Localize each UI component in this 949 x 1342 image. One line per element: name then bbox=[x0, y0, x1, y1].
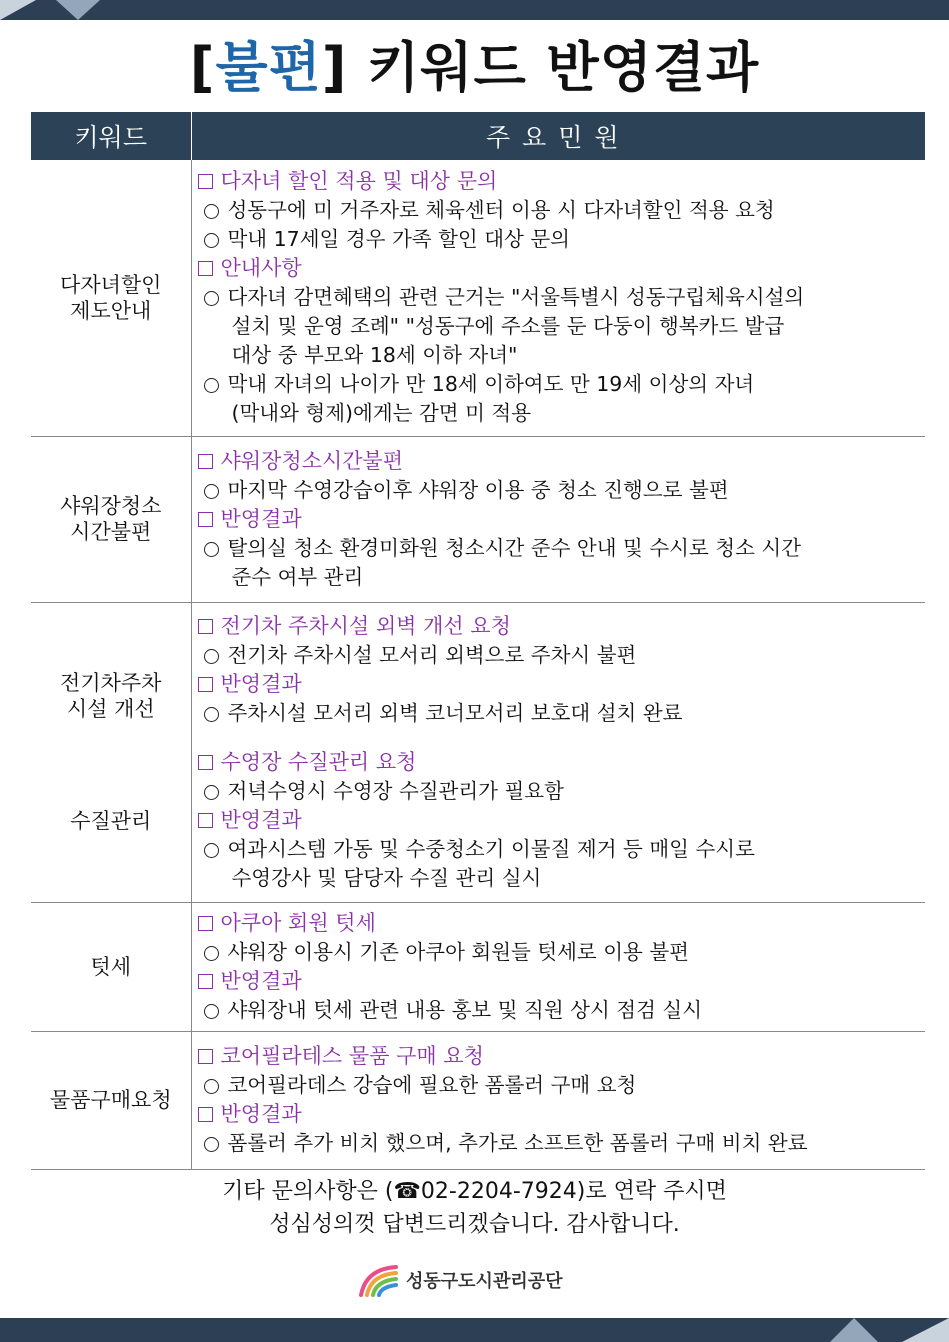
section-heading bbox=[198, 1100, 926, 1129]
circle-bullet-icon bbox=[204, 649, 219, 664]
list-item bbox=[198, 938, 926, 967]
section-heading-text: 반영결과 bbox=[220, 506, 302, 531]
list-item-line: 주차시설 모서리 외벽 코너모서리 보호대 설치 완료 bbox=[227, 700, 683, 725]
circle-bullet-icon bbox=[204, 291, 219, 306]
list-item bbox=[198, 476, 926, 505]
keyword-cell bbox=[31, 602, 191, 902]
keyword-label-line: 시간불편 bbox=[70, 520, 152, 544]
list-item-text bbox=[228, 225, 570, 254]
checkbox-square-icon bbox=[198, 974, 213, 989]
keyword-cell bbox=[31, 160, 191, 436]
circle-bullet-icon bbox=[204, 946, 219, 961]
list-item-line: 수영강사 및 담당자 수질 관리 실시 bbox=[231, 865, 542, 890]
list-item-line: 샤워장내 텃세 관련 내용 홍보 및 직원 상시 점검 실시 bbox=[227, 997, 703, 1022]
checkbox-square-icon bbox=[198, 677, 213, 692]
section-heading bbox=[198, 254, 926, 283]
section-heading bbox=[198, 806, 926, 835]
section-heading-text: 안내사항 bbox=[220, 256, 302, 281]
keyword-label-line: 제도안내 bbox=[70, 298, 152, 323]
bottom-decor-triangle bbox=[830, 1318, 878, 1342]
table-row bbox=[31, 602, 925, 902]
section-heading-text: 코어필라테스 물품 구매 요청 bbox=[220, 1044, 484, 1068]
list-item-line: 막내 자녀의 나이가 만 18세 이하여도 만 19세 이상의 자녀 bbox=[227, 372, 755, 397]
list-item-line: 성동구에 미 거주자로 체육센터 이용 시 다자녀할인 적용 요청 bbox=[227, 198, 775, 223]
section-heading-text: 샤워장청소시간불편 bbox=[220, 448, 404, 473]
keyword-label bbox=[31, 670, 191, 722]
keyword-label bbox=[31, 1087, 191, 1113]
section-heading-text: 반영결과 bbox=[220, 1102, 302, 1126]
table-body bbox=[31, 160, 925, 1169]
section-heading bbox=[198, 505, 926, 534]
table-row bbox=[31, 160, 925, 436]
list-item-line: 전기차 주차시설 모서리 외벽으로 주차시 불편 bbox=[227, 642, 637, 667]
keyword-label bbox=[31, 808, 191, 834]
list-item-line: 다자녀 감면혜택의 관련 근거는 "서울특별시 성동구립체육시설의 bbox=[227, 285, 805, 310]
title-text: 키워드 반영결과 bbox=[347, 36, 760, 99]
complaint-cell bbox=[191, 602, 925, 902]
keyword-label-line: 수질관리 bbox=[70, 809, 152, 833]
page-title bbox=[0, 32, 949, 104]
contact-footer bbox=[0, 1175, 949, 1241]
list-item-text bbox=[228, 370, 755, 428]
checkbox-square-icon bbox=[198, 1049, 213, 1064]
circle-bullet-icon bbox=[204, 1079, 219, 1094]
list-item bbox=[198, 283, 926, 370]
keyword-label-line: 샤워장청소 bbox=[60, 494, 162, 518]
block-spacer bbox=[198, 728, 926, 748]
section-heading-text: 반영결과 bbox=[220, 671, 302, 696]
circle-bullet-icon bbox=[204, 843, 219, 858]
section-heading-text: 수영장 수질관리 요청 bbox=[220, 749, 417, 774]
list-item-line: 탈의실 청소 환경미화원 청소시간 준수 안내 및 수시로 청소 시간 bbox=[227, 535, 802, 560]
checkbox-square-icon bbox=[198, 174, 213, 189]
list-item-line: 샤워장 이용시 기존 아쿠아 회원들 텃세로 이용 불편 bbox=[227, 939, 689, 964]
circle-bullet-icon bbox=[204, 1137, 219, 1152]
circle-bullet-icon bbox=[204, 233, 219, 248]
list-item bbox=[198, 1129, 926, 1158]
keyword-label-line: 다자녀할인 bbox=[60, 272, 162, 297]
rainbow-logo-icon bbox=[358, 1263, 400, 1297]
list-item-line: 저녁수영시 수영장 수질관리가 필요함 bbox=[227, 778, 564, 803]
list-item-text bbox=[228, 996, 703, 1025]
title-highlight: 불편 bbox=[215, 36, 322, 99]
keyword-label bbox=[31, 954, 191, 980]
org-logo bbox=[358, 1262, 563, 1298]
list-item-line: 마지막 수영강습이후 샤워장 이용 중 청소 진행으로 불편 bbox=[227, 477, 729, 502]
keyword-label bbox=[31, 493, 191, 545]
section-heading-text: 아쿠아 회원 텃세 bbox=[220, 910, 376, 935]
top-decor-band bbox=[0, 0, 949, 20]
section-heading-text: 다자녀 할인 적용 및 대상 문의 bbox=[220, 169, 498, 194]
footer-line: 기타 문의사항은 (☎02-2204-7924)로 연락 주시면 bbox=[222, 1179, 727, 1204]
top-decor-triangle bbox=[56, 0, 100, 20]
list-item-line: (막내와 형제)에게는 감면 미 적용 bbox=[231, 401, 531, 426]
list-item bbox=[198, 1071, 926, 1100]
list-item-text bbox=[228, 534, 802, 592]
list-item-text bbox=[228, 777, 564, 806]
checkbox-square-icon bbox=[198, 1107, 213, 1122]
checkbox-square-icon bbox=[198, 512, 213, 527]
list-item-text bbox=[228, 1129, 808, 1158]
list-item-text bbox=[228, 476, 729, 505]
list-item-text bbox=[228, 699, 683, 728]
circle-bullet-icon bbox=[204, 378, 219, 393]
list-item-line: 여과시스템 가동 및 수중청소기 이물질 제거 등 매일 수시로 bbox=[227, 836, 755, 861]
footer-line: 성심성의껏 답변드리겠습니다. 감사합니다. bbox=[269, 1212, 680, 1237]
list-item bbox=[198, 534, 926, 592]
checkbox-square-icon bbox=[198, 619, 213, 634]
complaint-cell bbox=[191, 1031, 925, 1169]
complaint-cell bbox=[191, 436, 925, 602]
list-item-text bbox=[228, 835, 755, 893]
list-item bbox=[198, 225, 926, 254]
keyword-cell bbox=[31, 1031, 191, 1169]
checkbox-square-icon bbox=[198, 916, 213, 931]
list-item-text bbox=[228, 1071, 637, 1100]
list-item-text bbox=[228, 283, 805, 370]
list-item bbox=[198, 196, 926, 225]
list-item bbox=[198, 777, 926, 806]
list-item-line: 설치 및 운영 조례" "성동구에 주소를 둔 다둥이 행복카드 발급 bbox=[231, 314, 785, 339]
checkbox-square-icon bbox=[198, 454, 213, 469]
list-item-line: 코어필라데스 강습에 필요한 폼롤러 구매 요청 bbox=[227, 1073, 637, 1097]
bottom-decor-band bbox=[0, 1318, 949, 1342]
list-item-line: 폼롤러 추가 비치 했으며, 추가로 소프트한 폼롤러 구매 비치 완료 bbox=[227, 1131, 808, 1155]
section-heading bbox=[198, 967, 926, 996]
circle-bullet-icon bbox=[204, 785, 219, 800]
list-item-line: 막내 17세일 경우 가족 할인 대상 문의 bbox=[227, 227, 570, 252]
title-bracket: ] bbox=[321, 36, 348, 99]
checkbox-square-icon bbox=[198, 261, 213, 276]
keyword-cell bbox=[31, 436, 191, 602]
checkbox-square-icon bbox=[198, 813, 213, 828]
circle-bullet-icon bbox=[204, 204, 219, 219]
section-heading bbox=[198, 447, 926, 476]
complaint-cell bbox=[191, 902, 925, 1031]
header-main-complaints: 주요민원 bbox=[191, 112, 925, 160]
title-bracket: [ bbox=[189, 36, 216, 99]
complaint-cell bbox=[191, 160, 925, 436]
list-item bbox=[198, 370, 926, 428]
list-item-line: 준수 여부 관리 bbox=[231, 564, 364, 589]
section-heading bbox=[198, 612, 926, 641]
list-item-text bbox=[228, 938, 689, 967]
list-item-text bbox=[228, 641, 637, 670]
circle-bullet-icon bbox=[204, 707, 219, 722]
keyword-label-line: 전기차주차 bbox=[60, 671, 162, 695]
circle-bullet-icon bbox=[204, 542, 219, 557]
table-row bbox=[31, 902, 925, 1031]
keyword-table bbox=[31, 112, 925, 1170]
section-heading bbox=[198, 1042, 926, 1071]
list-item-line: 대상 중 부모와 18세 이하 자녀" bbox=[231, 343, 518, 368]
header-keyword: 키워드 bbox=[31, 112, 191, 160]
section-heading bbox=[198, 748, 926, 777]
keyword-label-line: 물품구매요청 bbox=[49, 1088, 172, 1112]
checkbox-square-icon bbox=[198, 755, 213, 770]
section-heading-text: 전기차 주차시설 외벽 개선 요청 bbox=[220, 613, 511, 638]
section-heading-text: 반영결과 bbox=[220, 968, 302, 993]
section-heading bbox=[198, 167, 926, 196]
table-row bbox=[31, 1031, 925, 1169]
keyword-label-line: 시설 개선 bbox=[66, 697, 155, 721]
table-row bbox=[31, 436, 925, 602]
circle-bullet-icon bbox=[204, 1004, 219, 1019]
section-heading-text: 반영결과 bbox=[220, 807, 302, 832]
org-name: 성동구도시관리공단 bbox=[406, 1271, 563, 1292]
list-item bbox=[198, 996, 926, 1025]
keyword-label-line: 텃세 bbox=[90, 954, 132, 979]
section-heading bbox=[198, 670, 926, 699]
list-item bbox=[198, 835, 926, 893]
top-decor-triangle bbox=[0, 0, 36, 20]
list-item-text bbox=[228, 196, 775, 225]
bottom-decor-triangle bbox=[902, 1318, 949, 1342]
keyword-cell bbox=[31, 902, 191, 1031]
section-heading bbox=[198, 909, 926, 938]
list-item bbox=[198, 699, 926, 728]
table-header-row bbox=[31, 112, 925, 160]
keyword-label bbox=[31, 272, 191, 324]
circle-bullet-icon bbox=[204, 484, 219, 499]
list-item bbox=[198, 641, 926, 670]
